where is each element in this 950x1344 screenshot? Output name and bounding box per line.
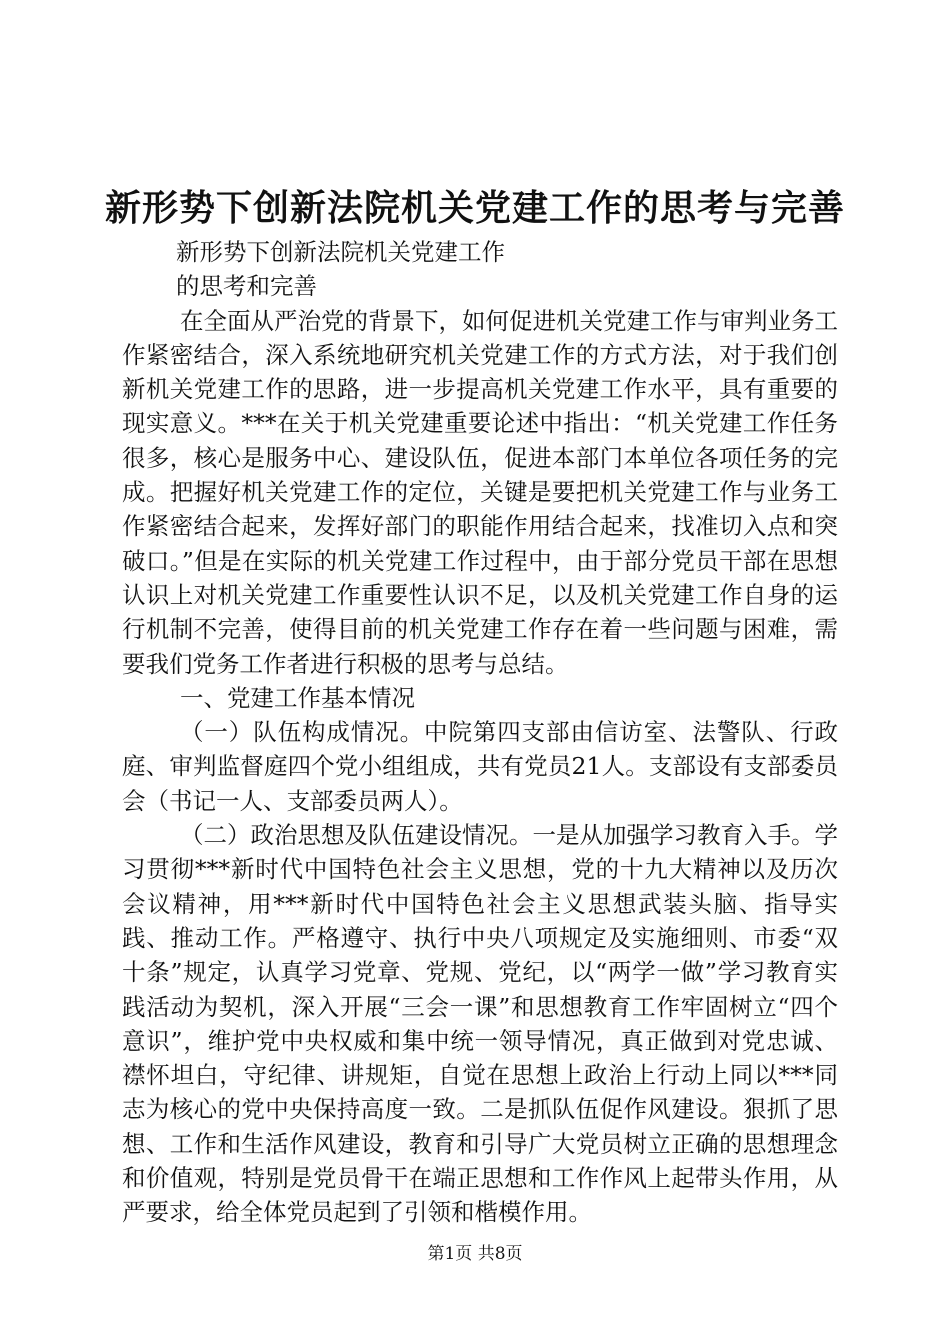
political-thought-paragraph: （二）政治思想及队伍建设情况。一是从加强学习教育入手。学习贯彻***新时代中国特色社会主义思想，党的十九大精神以及历次会议精神，用***新时代中国特色社会主义思想武装头脑、指导实践、推动工作。严格遵守、执行中央八项规定及实施细则、市委“双十条”规定，认真学习党章、党规、党纪，以“两学一做”学习教育实践活动为契机，深入开展“三会一课”和思想教育工作牢固树立“四个意识”，维护党中央权威和集中统一领导情况，真正做到对党忠诚、襟怀坦白，守纪律、讲规矩，自觉在思想上政治上行动上同以***同志为核心的党中央保持高度一致。二是抓队伍促作风建设。狠抓了思想、工作和生活作风建设，教育和引导广大党员树立正确的思想理念和价值观，特别是党员骨干在端正思想和工作作风上起带头作用，从严要求，给全体党员起到了引领和楷模作用。 [122, 821, 838, 1227]
subtitle-line-1: 新形势下创新法院机关党建工作 [176, 238, 505, 266]
section-heading: 一、党建工作基本情况 [180, 683, 415, 712]
team-composition-paragraph: （一）队伍构成情况。中院第四支部由信访室、法警队、行政庭、审判监督庭四个党小组组成，共有党员21人。支部设有支部委员会（书记一人、支部委员两人）。 [122, 718, 838, 815]
subtitle-line-2: 的思考和完善 [176, 272, 317, 301]
document-title: 新形势下创新法院机关党建工作的思考与完善 [104, 187, 845, 229]
intro-paragraph: 在全面从严治党的背景下，如何促进机关党建工作与审判业务工作紧密结合，深入系统地研究机关党建工作的方式方法，对于我们创新机关党建工作的思路，进一步提高机关党建工作水平，具有重要的现实意义。***在关于机关党建重要论述中指出：“机关党建工作任务很多，核心是服务中心、建设队伍，促进本部门本单位各项任务的完成。把握好机关党建工作的定位，关键是要把机关党建工作与业务工作紧密结合起来，发挥好部门的职能作用结合起来，找准切入点和突破口。”但是在实际的机关党建工作过程中，由于部分党员干部在思想认识上对机关党建工作重要性认识不足，以及机关党建工作自身的运行机制不完善，使得目前的机关党建工作存在着一些问题与困难，需要我们党务工作者进行积极的思考与总结。 [122, 306, 838, 678]
page-number-footer: 第1页 共8页 [427, 1244, 523, 1264]
document-body [122, 235, 838, 1230]
